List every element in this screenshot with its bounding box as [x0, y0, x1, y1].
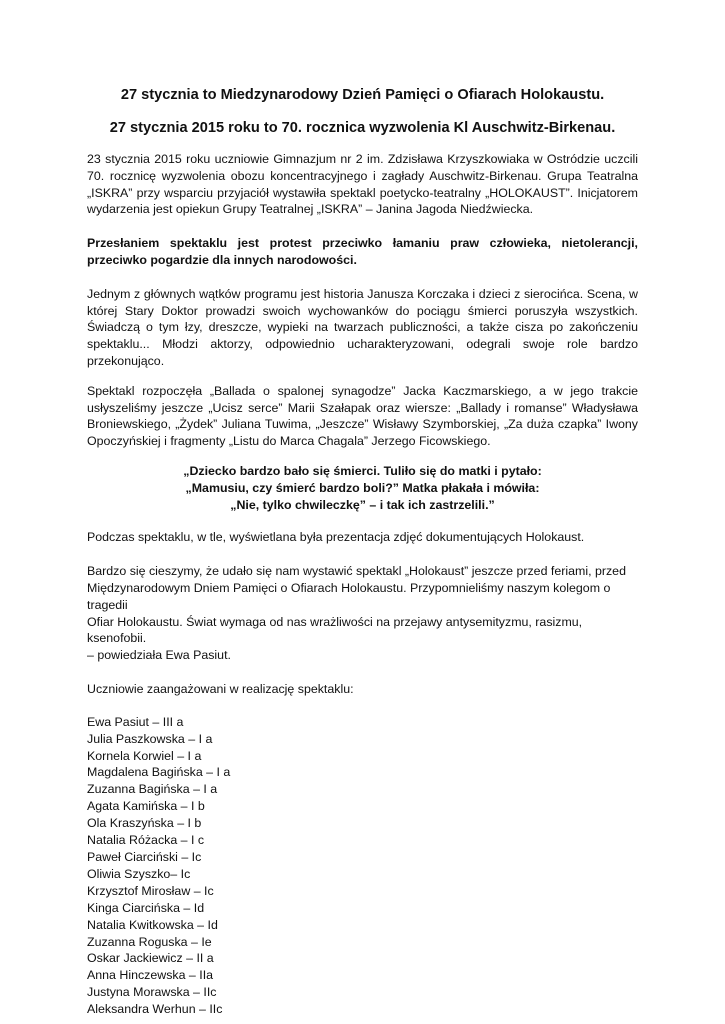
- quote-line: „Mamusiu, czy śmierć bardzo boli?” Matka płakała i mówiła:: [185, 480, 540, 495]
- paragraph-presentation: Podczas spektaklu, w tle, wyświetlana była prezentacja zdjęć dokumentujących Holokaust.: [87, 530, 585, 545]
- paragraph-message: Przesłaniem spektaklu jest protest przeciwko łamaniu praw człowieka, nietolerancji, przeciwko pogardzie dla innych narodowości.: [87, 236, 638, 267]
- list-item: Agata Kamińska – I b: [87, 799, 205, 814]
- list-item: Anna Hinczewska – IIa: [87, 968, 214, 983]
- list-item: Kornela Korwiel – I a: [87, 748, 202, 763]
- list-item: Justyna Morawska – IIc: [87, 985, 217, 1000]
- list-item: Julia Paszkowska – I a: [87, 731, 213, 746]
- list-item: Natalia Różacka – I c: [87, 833, 205, 848]
- quote-line: „Nie, tylko chwileczkę” – i tak ich zastrzelili.”: [230, 497, 495, 512]
- list-item: Ola Kraszyńska – I b: [87, 816, 202, 831]
- title-auschwitz-anniversary: 27 stycznia 2015 roku to 70. rocznica wyzwolenia Kl Auschwitz-Birkenau.: [109, 120, 616, 136]
- paragraph-statement: [87, 563, 638, 664]
- list-item: Oskar Jackiewicz – II a: [87, 951, 214, 966]
- statement-line: Międzynarodowym Dniem Pamięci o Ofiarach Holokaustu. Przypomnieliśmy naszym kolegom o tragedii: [87, 580, 611, 612]
- quote-line: „Dziecko bardzo bało się śmierci. Tuliło się do matki i pytało:: [183, 463, 542, 478]
- participants-list: [87, 714, 638, 1018]
- list-item: Zuzanna Roguska – Ie: [87, 934, 212, 949]
- title-holocaust-day: 27 stycznia to Miedzynarodowy Dzień Pamięci o Ofiarach Holokaustu.: [120, 87, 605, 103]
- list-item: Paweł Ciarciński – Ic: [87, 849, 202, 864]
- list-item: Natalia Kwitkowska – Id: [87, 917, 218, 932]
- paragraph-program: Spektakl rozpoczęła „Ballada o spalonej synagodze” Jacka Kaczmarskiego, a w jego trakcie usłyszeliśmy jeszcze „Ucisz serce” Marii Szałapak oraz wiersze: „Ballady i romanse” Władysława Broniewskiego, „Żydek” Juliana Tuwima, „Jeszcze” Wisławy Szymborskiej, „Za duża czapka” Iwony Opoczyńskiej i fragmenty „Listu do Marca Chagala” Jerzego Ficowskiego.: [87, 383, 638, 449]
- statement-line: – powiedziała Ewa Pasiut.: [87, 648, 231, 663]
- list-item: Oliwia Szyszko– Ic: [87, 866, 191, 881]
- quote-block: [87, 463, 638, 513]
- list-item: Kinga Ciarcińska – Id: [87, 900, 205, 915]
- statement-line: Ofiar Holokaustu. Świat wymaga od nas wrażliwości na przejawy antysemityzmu, rasizmu, ksenofobii.: [87, 614, 583, 646]
- list-item: Zuzanna Bagińska – I a: [87, 782, 218, 797]
- paragraph-intro: 23 stycznia 2015 roku uczniowie Gimnazjum nr 2 im. Zdzisława Krzyszkowiaka w Ostródzie uczcili 70. rocznicę wyzwolenia obozu koncentracyjnego i zagłady Auschwitz-Birkenau. Grupa Teatralna „ISKRA” przy wsparciu przyjaciół wystawiła spektakl poetycko-teatralny „HOLOKAUST”. Inicjatorem wydarzenia jest opiekun Grupy Teatralnej „ISKRA” – Janina Jagoda Niedźwiecka.: [87, 152, 638, 217]
- document-body: [87, 85, 638, 1018]
- list-item: Aleksandra Werhun – IIc: [87, 1002, 223, 1017]
- paragraph-participants-heading: Uczniowie zaangażowani w realizację spektaklu:: [87, 681, 354, 696]
- list-item: Magdalena Bagińska – I a: [87, 765, 231, 780]
- list-item: Krzysztof Mirosław – Ic: [87, 883, 214, 898]
- paragraph-korczak: Jednym z głównych wątków programu jest historia Janusza Korczaka i dzieci z sierocińca. Scena, w której Stary Doktor prowadzi swoich wychowanków do pociągu śmierci poruszyła wszystkich. Świadczą o tym łzy, dreszcze, wypieki na twarzach publiczności, a także cisza po zakończeniu spektaklu... Młodzi aktorzy, odpowiednio ucharakteryzowani, odegrali swoje role bardzo przekonująco.: [87, 286, 638, 368]
- statement-line: Bardzo się cieszymy, że udało się nam wystawić spektakl „Holokaust” jeszcze przed feriami, przed: [87, 564, 626, 579]
- list-item: Ewa Pasiut – III a: [87, 714, 184, 729]
